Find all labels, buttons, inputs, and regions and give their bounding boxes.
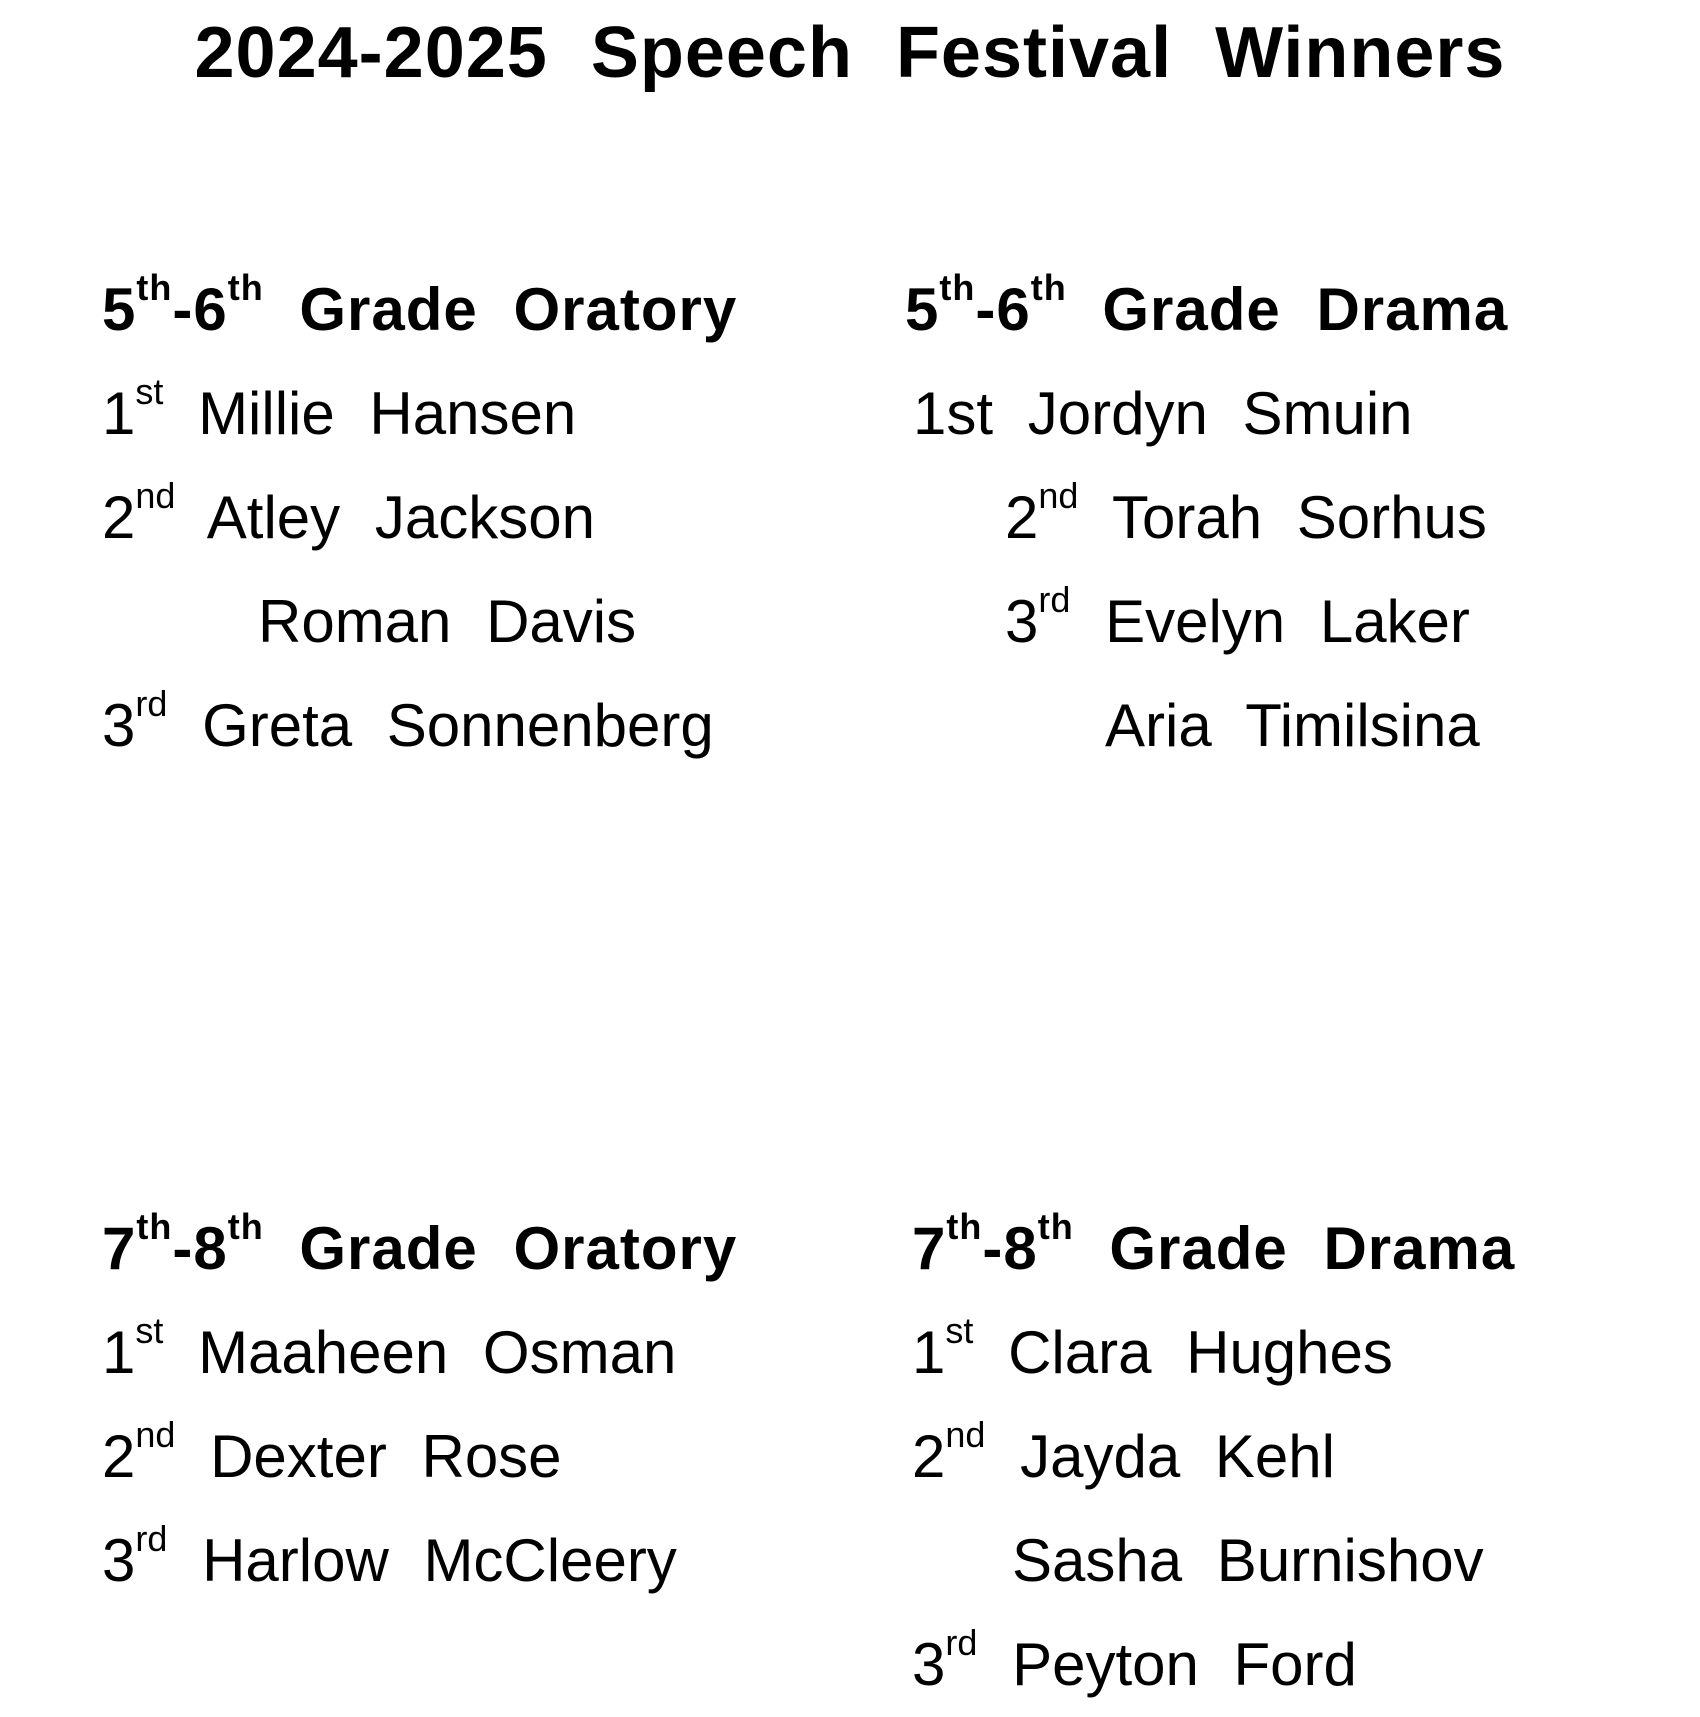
winner-entry [905, 674, 1508, 778]
section-5-6-drama [905, 258, 1508, 778]
section-heading: 5th-6th Grade Oratory [102, 267, 738, 343]
winner-name: Atley Jackson [206, 484, 595, 551]
winner-entry: 3rd Peyton Ford [912, 1622, 1357, 1698]
winner-entry: 1st Maaheen Osman [102, 1310, 677, 1386]
winner-entry: 1st Clara Hughes [912, 1310, 1393, 1386]
winner-name: Sasha Burnishov [1012, 1527, 1484, 1594]
winner-name: Peyton Ford [1012, 1631, 1357, 1698]
section-7-8-oratory [102, 1197, 737, 1613]
winner-name: Maaheen Osman [198, 1319, 677, 1386]
winner-entry: 1st Jordyn Smuin [913, 380, 1413, 447]
section-heading: 5th-6th Grade Drama [905, 267, 1509, 343]
winner-name: Jordyn Smuin [1027, 380, 1413, 447]
winner-entry: 2nd Jayda Kehl [912, 1414, 1335, 1490]
section-5-6-oratory [102, 258, 737, 778]
winner-name: Greta Sonnenberg [202, 692, 714, 759]
winner-entry: 3rd Greta Sonnenberg [102, 683, 714, 759]
section-7-8-drama [912, 1197, 1515, 1717]
winner-name: Millie Hansen [198, 380, 577, 447]
winner-entry [912, 1509, 1515, 1613]
winner-name: Aria Timilsina [1105, 692, 1480, 759]
winner-name: Torah Sorhus [1112, 484, 1487, 551]
section-heading: 7th-8th Grade Drama [912, 1206, 1516, 1282]
winner-name: Harlow McCleery [202, 1527, 677, 1594]
winner-name: Evelyn Laker [1105, 588, 1470, 655]
winner-name: Dexter Rose [210, 1423, 562, 1490]
winner-name: Jayda Kehl [1020, 1423, 1335, 1490]
winner-entry: 2nd Dexter Rose [102, 1414, 562, 1490]
section-heading: 7th-8th Grade Oratory [102, 1206, 738, 1282]
winner-entry [102, 570, 737, 674]
winner-entry: 2nd Torah Sorhus [1005, 475, 1487, 551]
page-title: 2024-2025 Speech Festival Winners [194, 13, 1506, 93]
winner-name: Clara Hughes [1008, 1319, 1393, 1386]
winner-entry: 2nd Atley Jackson [102, 475, 595, 551]
winner-entry: 3rd Evelyn Laker [1005, 579, 1470, 655]
winner-entry: 3rd Harlow McCleery [102, 1518, 677, 1594]
winner-name: Roman Davis [258, 588, 637, 655]
winner-entry: 1st Millie Hansen [102, 371, 577, 447]
